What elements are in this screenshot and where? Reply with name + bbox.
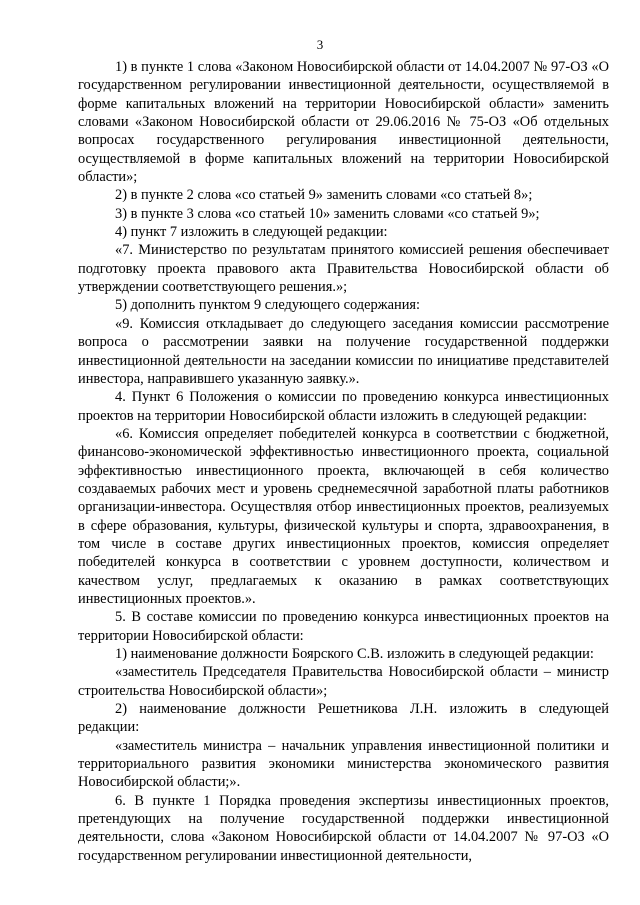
quote-point-7: «7. Министерство по результатам принятого комиссией решения обеспечивает подготовку проекта правового акта Правительства Новосибирской области об утверждении соответствующего решения.»;	[78, 242, 609, 296]
paragraph-item-3: 3) в пункте 3 слова «со статьей 10» заменить словами «со статьей 9»;	[115, 205, 540, 222]
paragraph-item-1-p5: 1) наименование должности Боярского С.В. изложить в следующей редакции:	[115, 646, 594, 662]
quote-reshetnikov-title: «заместитель министра – начальник управления инвестиционной политики и территориального развития экономики министерства экономического развития Новосибирской области;».	[78, 737, 609, 791]
paragraph-item-1-p1: 1) в пункте 1 слова «Законом Новосибирской области от 14.04.2007 № 97-ОЗ «О государственном регулировании инвестиционной деятельности, осуществляемой в форме капитальных вложений на территории Новосибирской области» заменить словами «Законом Новосибирской области от 29.06.2016 № 75-ОЗ «Об отдельных вопросах государственного регулирования инвестиционной деятельности, осуществляемой в форме капитальных вложений на территории Новосибирской области»;	[78, 59, 609, 186]
paragraph-section-5: 5. В составе комиссии по проведению конкурса инвестиционных проектов на территории Новосибирской области:	[78, 609, 609, 644]
paragraph-item-4: 4) пункт 7 изложить в следующей редакции:	[115, 224, 388, 241]
quote-point-9: «9. Комиссия откладывает до следующего заседания комиссии рассмотрение вопроса о рассмотрении заявки на получение государственной поддержки инвестиционной деятельности на заседании комиссии по инициативе представителей инвестора, направившего указанную заявку.».	[78, 315, 609, 387]
paragraph-section-6: 6. В пункте 1 Порядка проведения экспертизы инвестиционных проектов, претендующих на получение государственной поддержки инвестиционной деятельности, слова «Законом Новосибирской области от 14.04.2007 № 97-ОЗ «О государственном регулировании инвестиционной деятельности,	[78, 792, 609, 864]
paragraph-item-5: 5) дополнить пунктом 9 следующего содержания:	[115, 297, 421, 314]
quote-boyarsky-title: «заместитель Председателя Правительства Новосибирской области – министр строительства Новосибирской области»;	[78, 664, 609, 699]
quote-point-6: «6. Комиссия определяет победителей конкурса в соответствии с бюджетной, финансово-экономической эффективностью инвестиционного проекта, социальной эффективностью инвестиционного проекта, включающей в себя количество создаваемых рабочих мест и уровень среднемесячной заработной платы работников организации-инвестора. Осуществляя отбор инвестиционных проектов, реализуемых в сфере образования, культуры, физической культуры и спорта, здравоохранения, в том числе в составе других инвестиционных проектов, комиссия определяет победителей конкурса в соответствии с уровнем доступности, количеством и качеством услуг, предлагаемых к оказанию в рамках соответствующих инвестиционных проектов.».	[78, 425, 609, 607]
document-body	[78, 58, 609, 865]
paragraph-section-4: 4. Пункт 6 Положения о комиссии по проведению конкурса инвестиционных проектов на территории Новосибирской области изложить в следующей редакции:	[78, 389, 609, 424]
paragraph-item-2-p5: 2) наименование должности Решетникова Л.Н. изложить в следующей редакции:	[78, 701, 609, 736]
paragraph-item-2: 2) в пункте 2 слова «со статьей 9» заменить словами «со статьей 8»;	[115, 187, 533, 204]
page-number: 3	[316, 37, 324, 52]
